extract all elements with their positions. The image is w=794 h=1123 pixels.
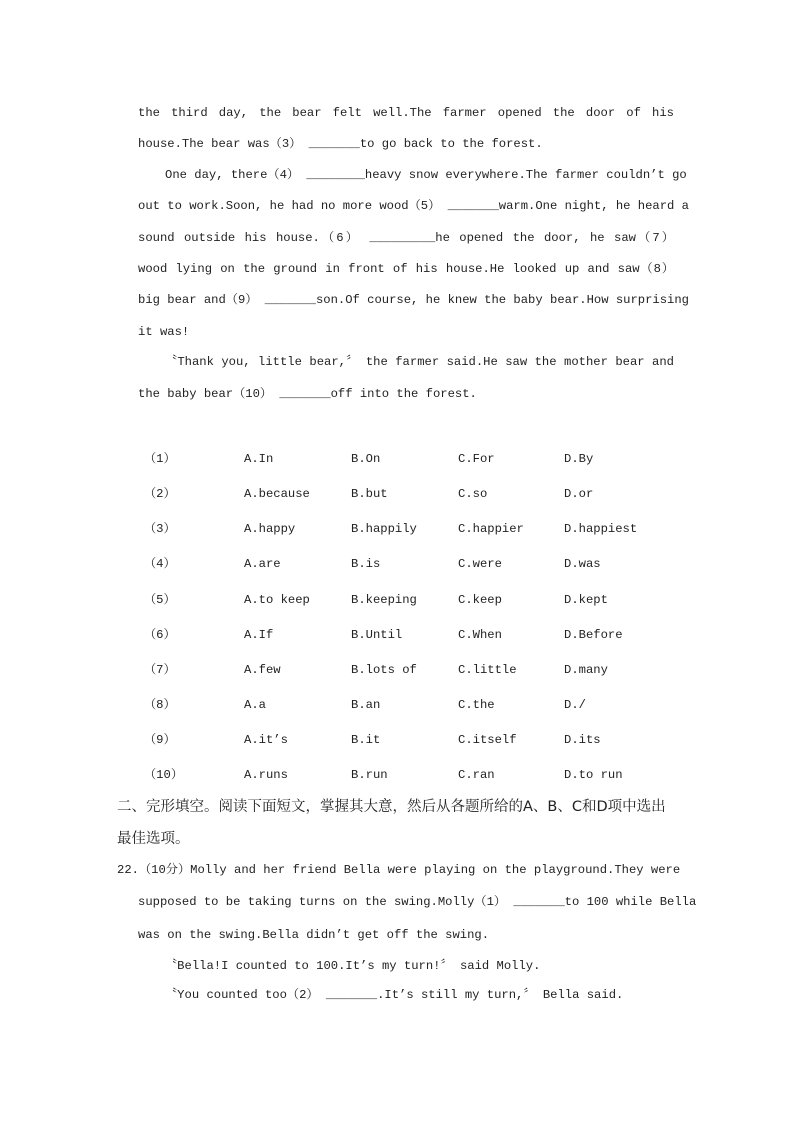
option-number: （3）	[144, 522, 176, 536]
option-a: A.because	[244, 487, 310, 501]
option-row	[0, 730, 794, 750]
option-d: D.happiest	[564, 522, 638, 536]
option-number: （1）	[144, 452, 176, 466]
option-row	[0, 590, 794, 610]
option-b: B.keeping	[351, 593, 417, 607]
option-d: D.kept	[564, 593, 608, 607]
option-row	[0, 625, 794, 645]
option-row	[0, 519, 794, 539]
option-row	[0, 449, 794, 469]
option-number: （6）	[144, 628, 176, 642]
option-number: （7）	[144, 663, 176, 677]
option-c: C.were	[458, 557, 502, 571]
passage-line: sound outside his house.（6） _________he opened the door, he saw（7）	[138, 231, 674, 245]
option-row	[0, 554, 794, 574]
option-d: D.was	[564, 557, 601, 571]
option-a: A.happy	[244, 522, 296, 536]
option-number: （8）	[144, 698, 176, 712]
question-22-line: 〝You counted too（2） _______.It’s still my turn,〞 Bella said.	[165, 988, 624, 1002]
option-number: （9）	[144, 733, 176, 747]
option-a: A.runs	[244, 768, 288, 782]
option-number: （2）	[144, 487, 176, 501]
passage-line: One day, there（4） ________heavy snow everywhere.The farmer couldn’t go	[165, 168, 687, 182]
option-d: D.its	[564, 733, 601, 747]
option-b: B.run	[351, 768, 388, 782]
option-a: A.If	[244, 628, 274, 642]
passage-line: 〝Thank you, little bear,〞 the farmer said.He saw the mother bear and	[165, 355, 674, 369]
passage-line: the third day, the bear felt well.The farmer opened the door of his	[138, 106, 674, 120]
option-c: C.itself	[458, 733, 517, 747]
option-c: C.ran	[458, 768, 495, 782]
question-22-line: 22.（10分）Molly and her friend Bella were playing on the playground.They were	[117, 863, 681, 877]
option-d: D.By	[564, 452, 594, 466]
option-c: C.For	[458, 452, 495, 466]
option-b: B.happily	[351, 522, 417, 536]
option-number: （4）	[144, 557, 176, 571]
option-d: D.many	[564, 663, 608, 677]
question-22-line: supposed to be taking turns on the swing.Molly（1） _______to 100 while Bella	[138, 895, 697, 909]
option-b: B.is	[351, 557, 381, 571]
option-c: C.happier	[458, 522, 524, 536]
option-a: A.few	[244, 663, 281, 677]
option-b: B.Until	[351, 628, 403, 642]
passage-line: it was!	[138, 325, 190, 339]
option-b: B.an	[351, 698, 381, 712]
question-22-line: was on the swing.Bella didn’t get off the swing.	[138, 928, 490, 942]
option-c: C.the	[458, 698, 495, 712]
option-c: C.keep	[458, 593, 502, 607]
option-a: A.In	[244, 452, 274, 466]
option-number: （10）	[144, 768, 184, 782]
option-c: C.little	[458, 663, 517, 677]
section-heading: 二、完形填空。阅读下面短文，掌握其大意，然后从各题所给的A、B、C和D项中选出最佳选项。	[117, 799, 666, 847]
option-row	[0, 765, 794, 785]
passage-line: big bear and（9） _______son.Of course, he knew the baby bear.How surprising	[138, 293, 689, 307]
option-a: A.a	[244, 698, 266, 712]
passage-line: the baby bear（10） _______off into the forest.	[138, 387, 477, 401]
option-c: C.When	[458, 628, 502, 642]
passage-line: wood lying on the ground in front of his house.He looked up and saw（8）	[138, 262, 674, 276]
passage-line: out to work.Soon, he had no more wood（5） _______warm.One night, he heard a	[138, 199, 689, 213]
option-d: D.Before	[564, 628, 623, 642]
option-a: A.are	[244, 557, 281, 571]
option-row	[0, 695, 794, 715]
option-c: C.so	[458, 487, 488, 501]
option-a: A.it’s	[244, 733, 288, 747]
option-number: （5）	[144, 593, 176, 607]
option-a: A.to keep	[244, 593, 310, 607]
option-b: B.On	[351, 452, 381, 466]
passage-line: house.The bear was（3） _______to go back to the forest.	[138, 137, 543, 151]
option-row	[0, 484, 794, 504]
option-b: B.lots of	[351, 663, 417, 677]
option-row	[0, 660, 794, 680]
option-b: B.it	[351, 733, 381, 747]
option-b: B.but	[351, 487, 388, 501]
option-d: D./	[564, 698, 586, 712]
question-22-line: 〝Bella!I counted to 100.It’s my turn!〞 said Molly.	[165, 959, 541, 973]
option-d: D.or	[564, 487, 594, 501]
option-d: D.to run	[564, 768, 623, 782]
